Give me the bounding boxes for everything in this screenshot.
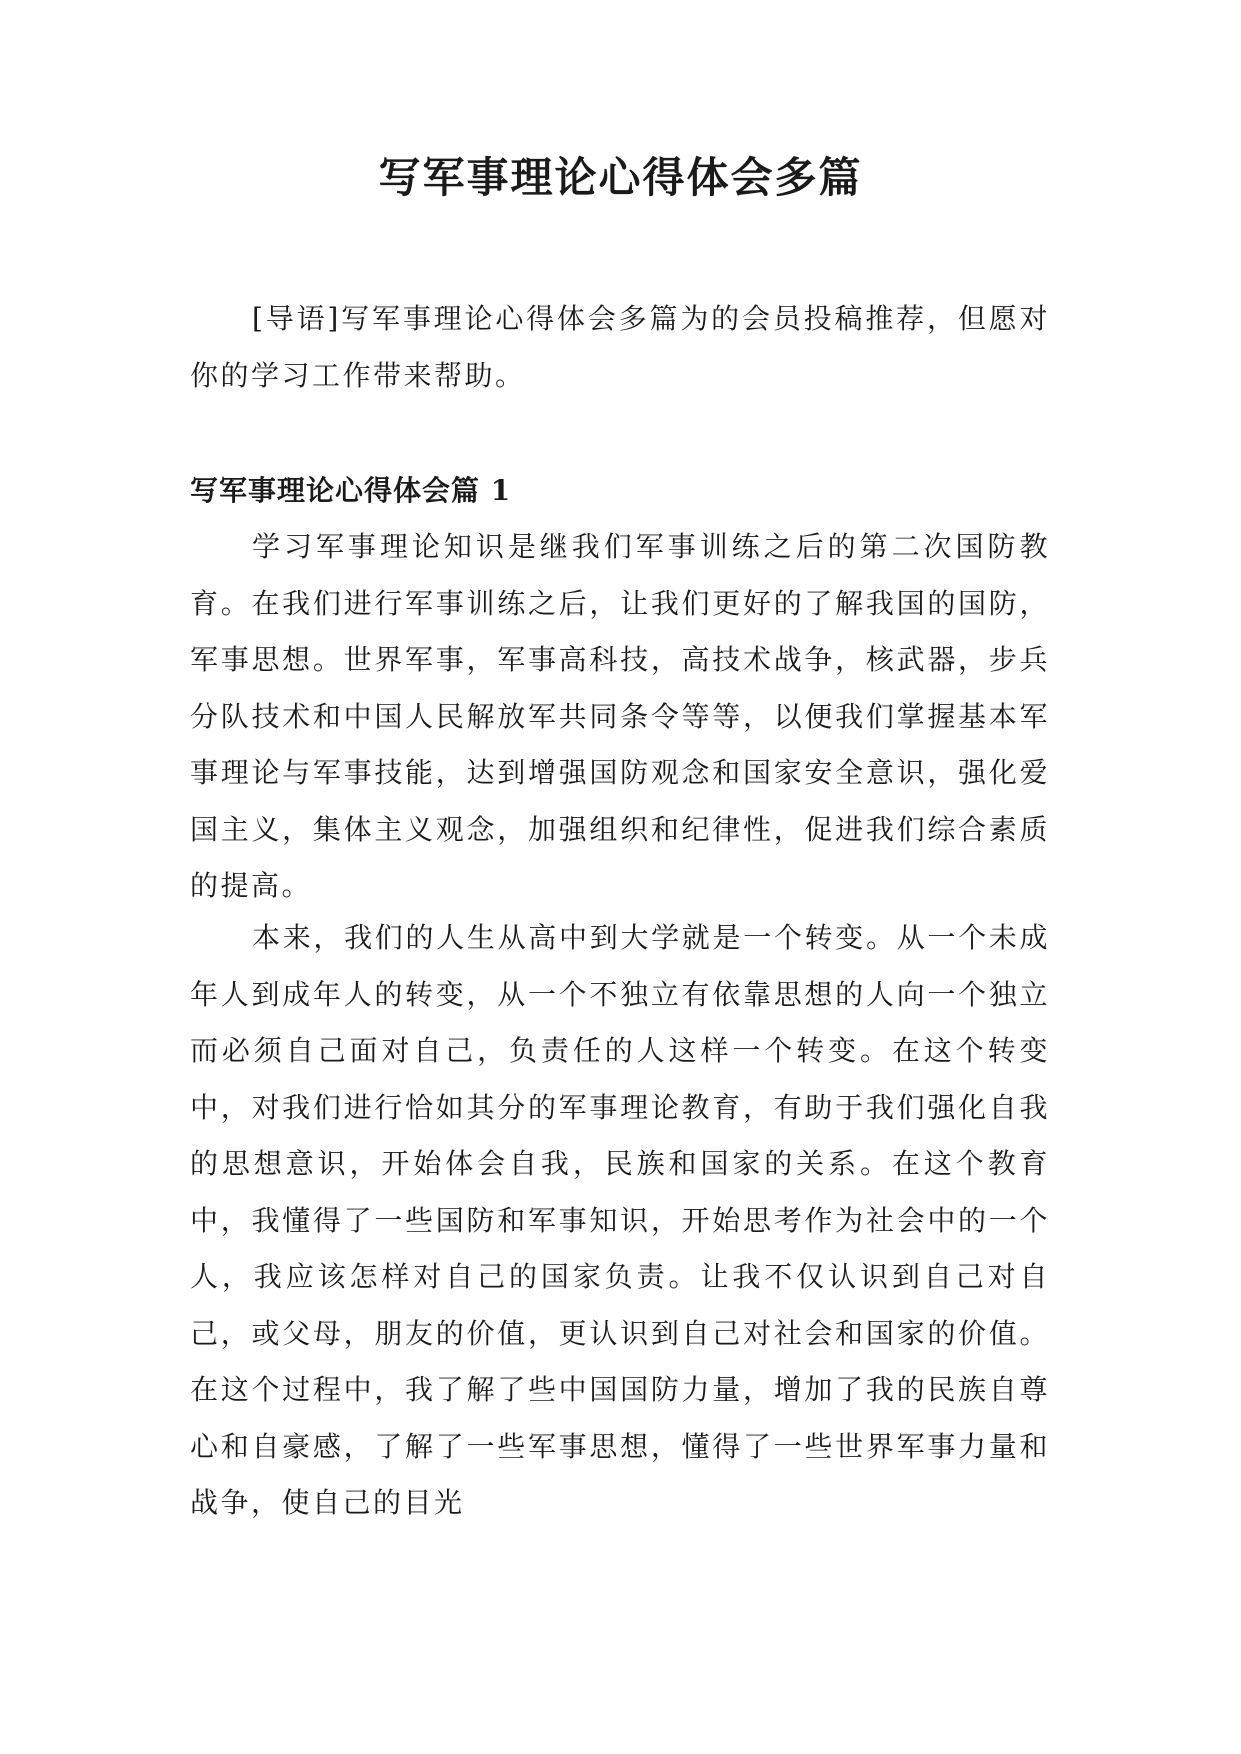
body-paragraph-2: 本来，我们的人生从高中到大学就是一个转变。从一个未成年人到成年人的转变，从一个不独立有依靠思想的人向一个独立而必须自己面对自己，负责任的人这样一个转变。在这个转变中，对我们进行恰如其分的军事理论教育，有助于我们强化自我的思想意识，开始体会自我，民族和国家的关系。在这个教育中，我懂得了一些国防和军事知识，开始思考作为社会中的一个人，我应该怎样对自己的国家负责。让我不仅认识到自己对自己，或父母，朋友的价值，更认识到自己对社会和国家的价值。在这个过程中，我了解了些中国国防力量，增加了我的民族自尊心和自豪感，了解了一些军事思想，懂得了一些世界军事力量和战争，使自己的目光: [190, 921, 1050, 1519]
page-title: 写军事理论心得体会多篇: [378, 153, 863, 202]
section-heading: 写军事理论心得体会篇 1: [190, 474, 512, 507]
intro-paragraph: [导语]写军事理论心得体会多篇为的会员投稿推荐，但愿对你的学习工作带来帮助。: [190, 302, 1050, 392]
body-paragraph-1: 学习军事理论知识是继我们军事训练之后的第二次国防教育。在我们进行军事训练之后，让我们更好的了解我国的国防，军事思想。世界军事，军事高科技，高技术战争，核武器，步兵分队技术和中国人民解放军共同条令等等，以便我们掌握基本军事理论与军事技能，达到增强国防观念和国家安全意识，强化爱国主义，集体主义观念，加强组织和纪律性，促进我们综合素质的提高。: [190, 530, 1050, 902]
